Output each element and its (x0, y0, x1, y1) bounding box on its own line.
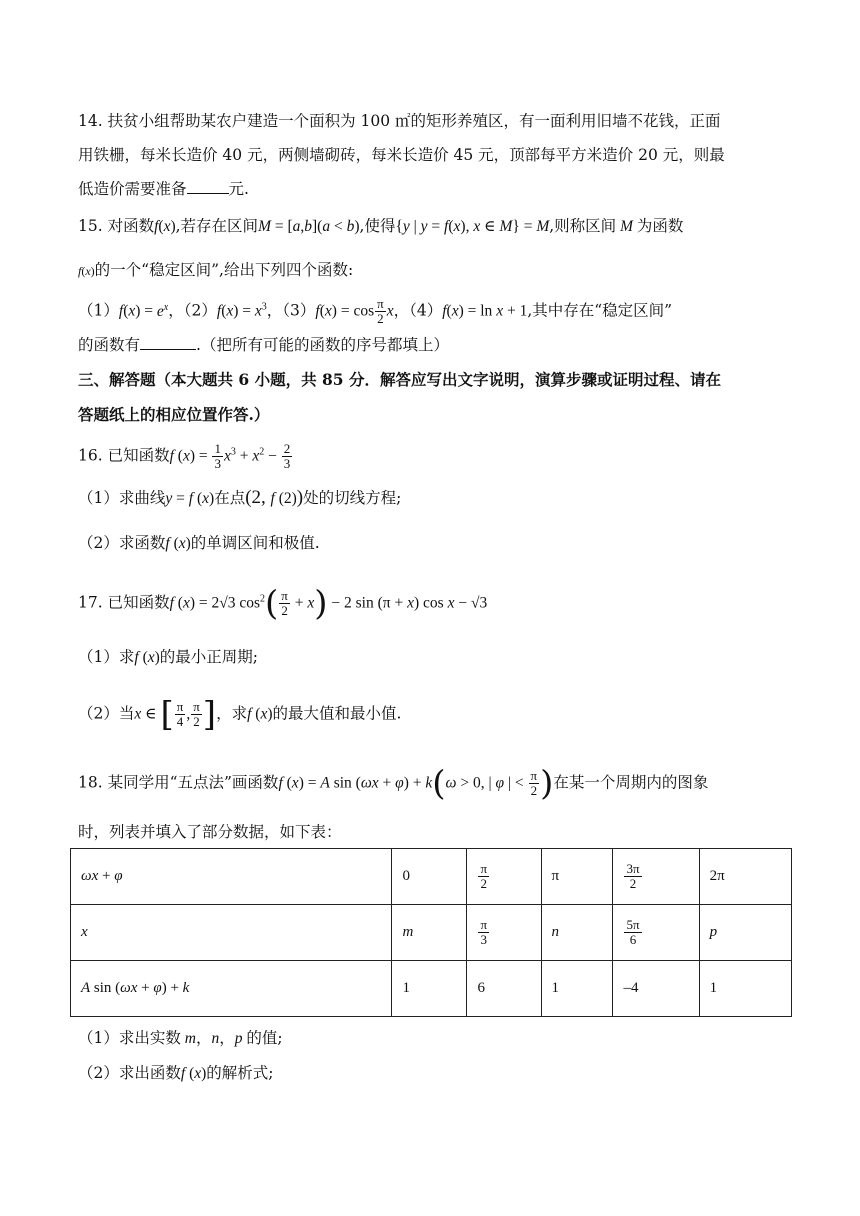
table-cell: m (392, 905, 467, 961)
section3-heading-line1: 三、解答题（本大题共 6 小题，共 85 分．解答应写出文字说明，演算步骤或证明过程、请在 (78, 370, 721, 389)
q17-sub1: （1）求f (x)的最小正周期; (78, 648, 259, 666)
table-cell: –4 (613, 961, 699, 1017)
q18-sub2: （2）求出函数f (x)的解析式; (78, 1064, 274, 1082)
q15-line4: 的函数有 .（把所有可能的函数的序号都填上） (78, 333, 792, 357)
table-cell: $\frac{5\pi}{6}$ (613, 905, 699, 961)
five-point-table (70, 848, 792, 1017)
q15-line1: 15. 对函数f(x),若存在区间M = [a,b](a < b),使得{y | y = f(x), x ∈ M} = M,则称区间 M 为函数 (78, 217, 684, 235)
row-header-x: x (71, 905, 392, 961)
q16-sub1: （1）求曲线y = f (x)在点(2, f (2))处的切线方程; (78, 487, 402, 508)
table-cell: 6 (467, 961, 541, 1017)
table-cell: $\frac{\pi}{3}$ (467, 905, 541, 961)
q14-line1: 14. 扶贫小组帮助某农户建造一个面积为 100 ㎡的矩形养殖区，有一面利用旧墙不花钱，正面 (78, 112, 721, 130)
q16-stem: 16. 已知函数f (x) = $\frac{1}{3}$ $x^3 + x^2$ − $\frac{2}{3}$ (78, 441, 291, 471)
table-cell: π (541, 849, 613, 905)
table-cell: 1 (699, 961, 791, 1017)
q18-sub1: （1）求出实数 m，n，p 的值; (78, 1029, 283, 1047)
q18-stem-line1: 18. 某同学用“五点法”画函数f (x) = A sin (ωx + φ) + k(ω > 0, | φ | < $\frac{\pi}{2}$ )在某一个周期内的图象 (78, 763, 709, 804)
q17-sub2: （2）当x ∈ [ $\frac{\pi}{4}$ , $\frac{\pi}{2}$ ]，求f (x)的最大值和最小值. (78, 694, 402, 735)
table-cell: $\frac{3\pi}{2}$ (613, 849, 699, 905)
row-header-phase: ωx + φ (71, 849, 392, 905)
q14-line3: 低造价需要准备 元. (78, 177, 792, 201)
q15-line3: $(1)f(x) = e^x$，$(2)f(x) = x^3$，（3）f(x) = cos $\frac{\pi}{2}$ x，（4）f(x) = ln x + 1,其中存在“稳定区间” (78, 296, 673, 326)
answer-blank[interactable] (187, 177, 229, 194)
q17-stem: 17. 已知函数f (x) = 2√3 $\cos^2$( $\frac{\pi}{2}$ + x) − 2 sin (π + x) cos x − √3 (78, 583, 488, 624)
table-row (71, 849, 792, 905)
table-cell: 2π (699, 849, 791, 905)
q18-stem-line2: 时，列表并填入了部分数据，如下表： (78, 823, 342, 841)
section3-heading-line2: 答题纸上的相应位置作答.） (78, 405, 270, 424)
table-cell: p (699, 905, 791, 961)
row-header-value: A sin (ωx + φ) + k (71, 961, 392, 1017)
q16-sub2: （2）求函数f (x)的单调区间和极值. (78, 534, 320, 552)
table-cell: 1 (541, 961, 613, 1017)
table-row (71, 905, 792, 961)
table-row (71, 961, 792, 1017)
table-cell: n (541, 905, 613, 961)
answer-blank[interactable] (140, 333, 196, 350)
q14-line2: 用铁栅，每米长造价 40 元，两侧墙砌砖，每米长造价 45 元，顶部每平方米造价 20 元，则最 (78, 146, 725, 164)
q15-line2: f(x)的一个“稳定区间”,给出下列四个函数: (78, 261, 354, 279)
table-cell: $\frac{\pi}{2}$ (467, 849, 541, 905)
table-cell: 0 (392, 849, 467, 905)
table-cell: 1 (392, 961, 467, 1017)
